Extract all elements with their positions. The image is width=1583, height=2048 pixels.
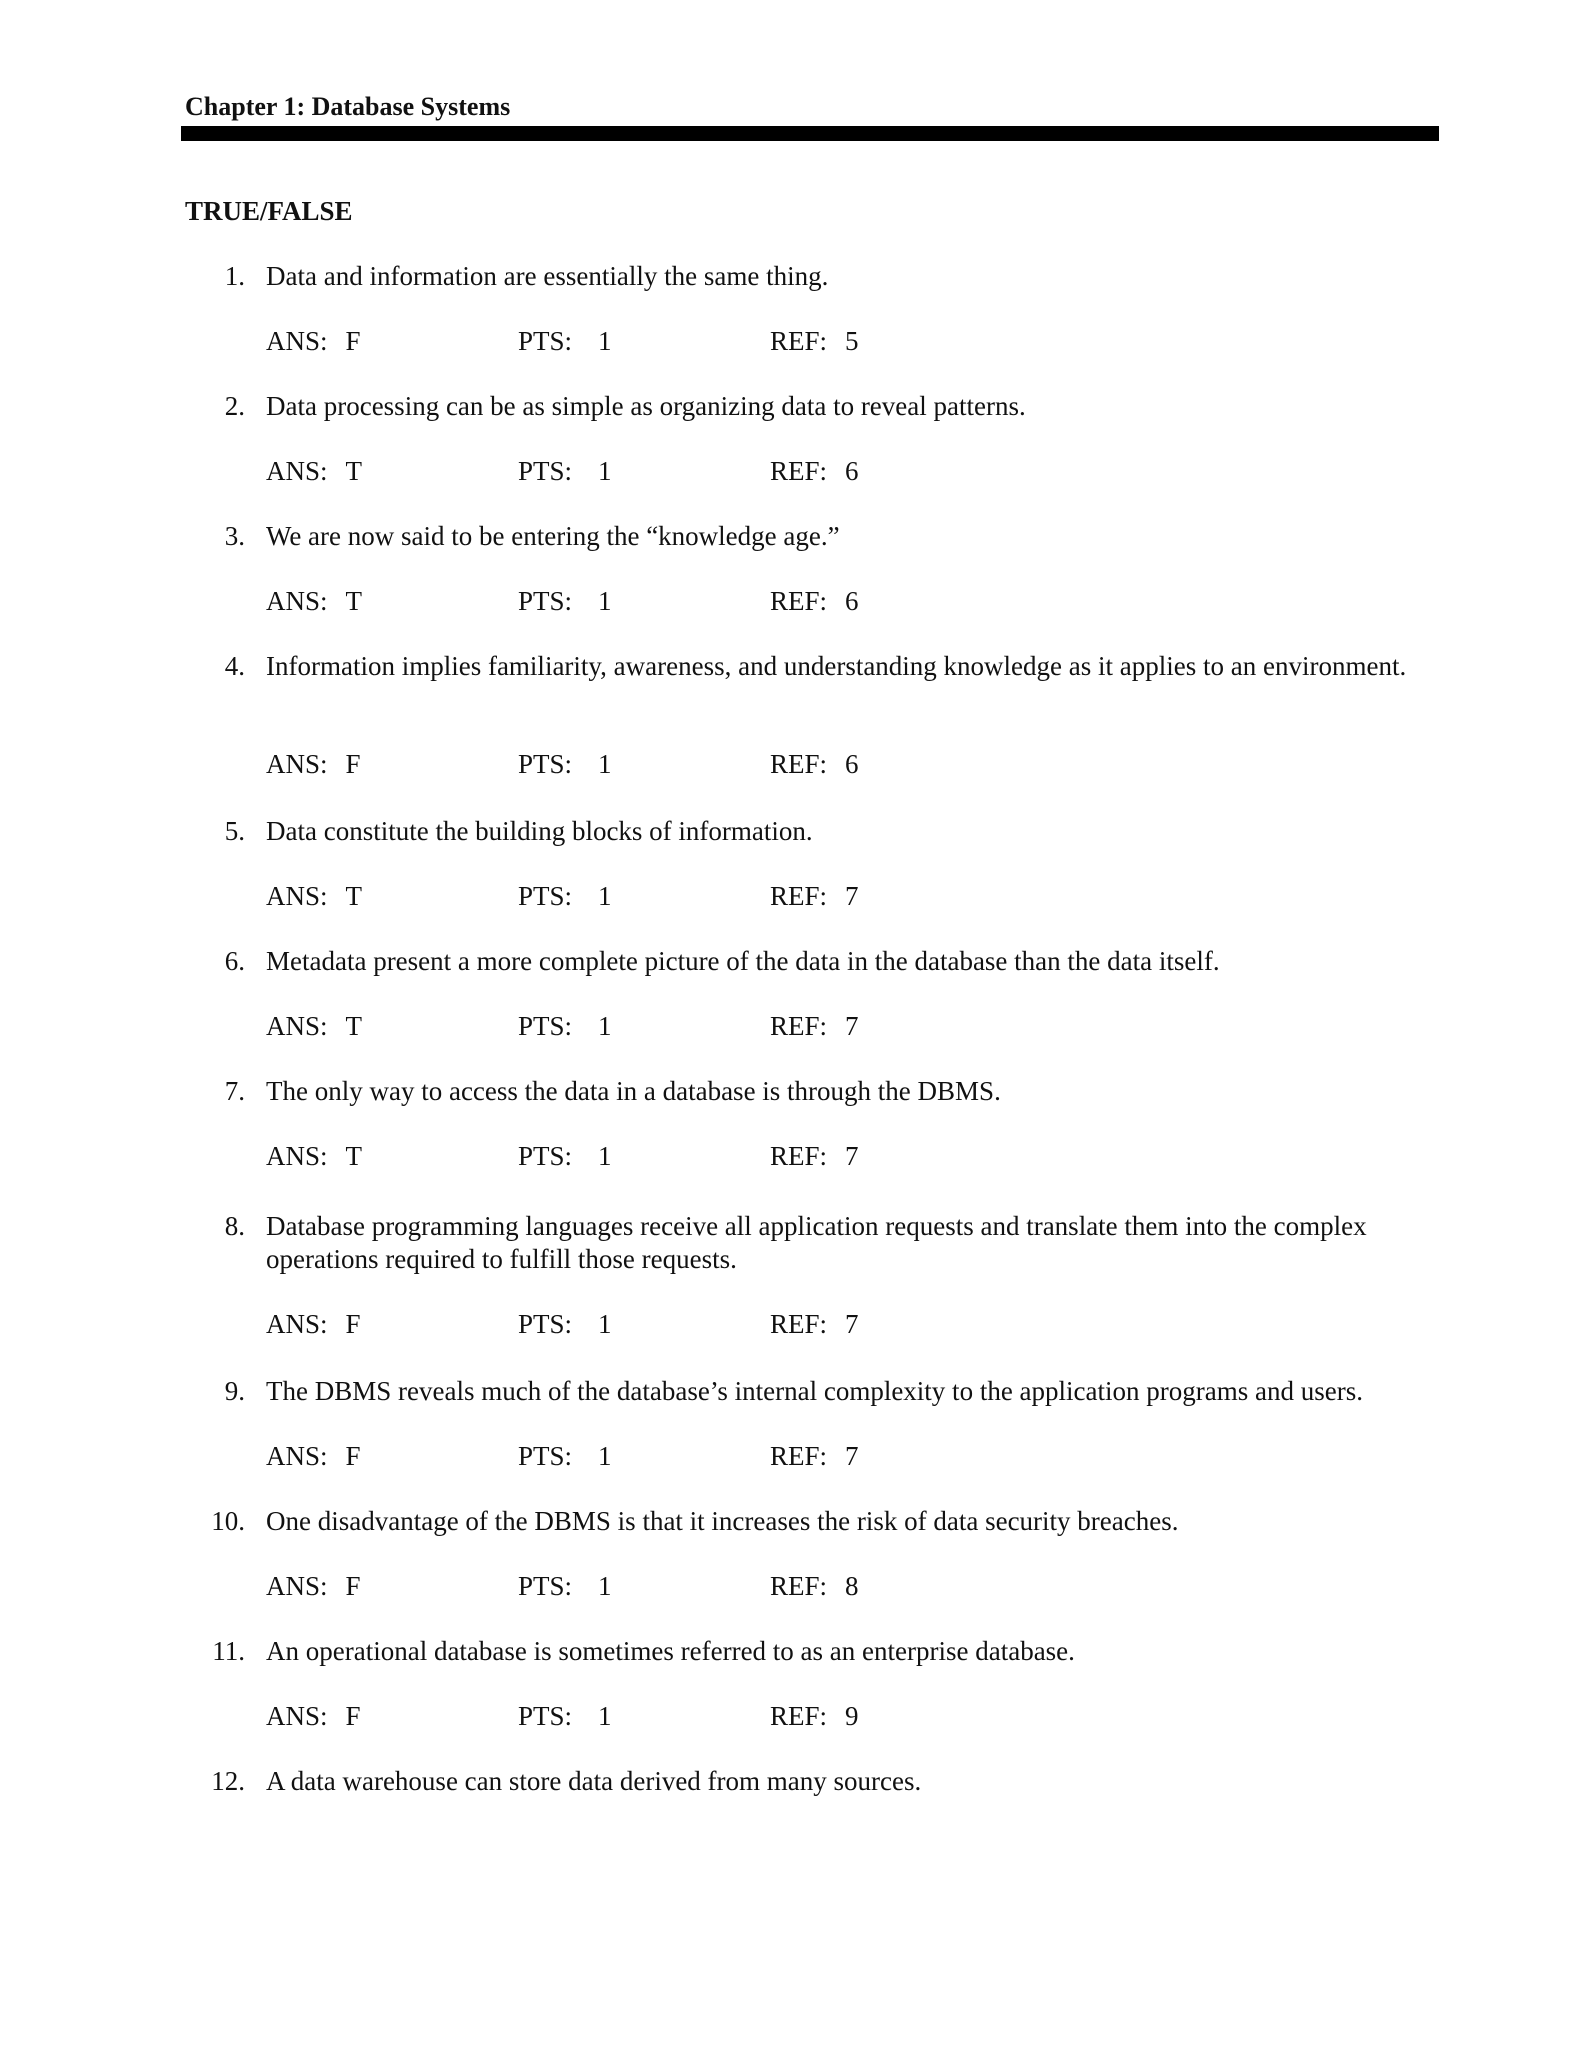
points-line (518, 455, 612, 488)
answer-line (266, 325, 361, 358)
ref-value: 8 (845, 1571, 859, 1601)
question-number: 3. (224, 521, 245, 551)
pts-value: 1 (598, 456, 612, 486)
section-title: TRUE/FALSE (185, 196, 353, 226)
question-number: 12. (211, 1766, 245, 1796)
pts-value: 1 (598, 586, 612, 616)
pts-label: PTS: (518, 326, 573, 356)
pts-label: PTS: (518, 749, 573, 779)
pts-label: PTS: (518, 1309, 573, 1339)
question-text: Data processing can be as simple as organizing data to reveal patterns. (266, 391, 1026, 421)
reference-line (770, 1010, 859, 1043)
ans-label: ANS: (266, 1441, 328, 1471)
ans-label: ANS: (266, 1141, 328, 1171)
ans-label: ANS: (266, 456, 328, 486)
reference-line (770, 1440, 859, 1473)
pts-value: 1 (598, 881, 612, 911)
question-text: The only way to access the data in a database is through the DBMS. (266, 1076, 1001, 1106)
ans-label: ANS: (266, 881, 328, 911)
question-text: The DBMS reveals much of the database’s internal complexity to the application programs and users. (266, 1376, 1363, 1406)
ans-label: ANS: (266, 586, 328, 616)
ref-label: REF: (770, 326, 828, 356)
points-line (518, 1570, 612, 1603)
pts-label: PTS: (518, 1141, 573, 1171)
question-text: Data constitute the building blocks of information. (266, 816, 813, 846)
question-text: Information implies familiarity, awareness, and understanding knowledge as it applies to an environment. (266, 651, 1407, 681)
question-number: 8. (224, 1211, 245, 1241)
reference-line (770, 1140, 859, 1173)
reference-line (770, 585, 859, 618)
question-number: 4. (224, 651, 245, 681)
pts-label: PTS: (518, 586, 573, 616)
ans-value: T (345, 586, 363, 616)
ref-label: REF: (770, 1011, 828, 1041)
ans-value: T (345, 1141, 363, 1171)
ref-value: 7 (845, 1441, 859, 1471)
question-text: We are now said to be entering the “knowledge age.” (266, 521, 840, 551)
pts-value: 1 (598, 1011, 612, 1041)
reference-line (770, 880, 859, 913)
points-line (518, 880, 612, 913)
question-number: 2. (224, 391, 245, 421)
points-line (518, 325, 612, 358)
question-text: Metadata present a more complete picture of the data in the database than the data itself. (266, 946, 1220, 976)
points-line (518, 1308, 612, 1341)
ref-label: REF: (770, 1701, 828, 1731)
ans-value: F (345, 1309, 361, 1339)
ref-label: REF: (770, 881, 828, 911)
ans-label: ANS: (266, 1011, 328, 1041)
ans-value: F (345, 326, 361, 356)
answer-line (266, 1010, 362, 1043)
question-number: 10. (211, 1506, 245, 1536)
question-text: Data and information are essentially the same thing. (266, 261, 829, 291)
ans-value: T (345, 881, 363, 911)
ans-label: ANS: (266, 1701, 328, 1731)
ans-value: F (345, 1701, 361, 1731)
question-text: An operational database is sometimes referred to as an enterprise database. (266, 1636, 1075, 1666)
question-number: 6. (224, 946, 245, 976)
reference-line (770, 325, 859, 358)
question-text: A data warehouse can store data derived from many sources. (266, 1766, 922, 1796)
ans-label: ANS: (266, 1309, 328, 1339)
ref-value: 9 (845, 1701, 859, 1731)
pts-value: 1 (598, 749, 612, 779)
points-line (518, 1140, 612, 1173)
ref-value: 7 (845, 1141, 859, 1171)
ans-value: F (345, 1441, 361, 1471)
ref-value: 6 (845, 749, 859, 779)
pts-label: PTS: (518, 1571, 573, 1601)
ref-value: 6 (845, 586, 859, 616)
points-line (518, 585, 612, 618)
question-text: Database programming languages receive all application requests and translate them into the complex operations required to fulfill those requests. (266, 1211, 1367, 1274)
ref-value: 5 (845, 326, 859, 356)
points-line (518, 1010, 612, 1043)
pts-value: 1 (598, 1309, 612, 1339)
question-number: 9. (224, 1376, 245, 1406)
points-line (518, 1440, 612, 1473)
ref-label: REF: (770, 1441, 828, 1471)
answer-line (266, 585, 362, 618)
ref-label: REF: (770, 1571, 828, 1601)
ref-value: 7 (845, 1011, 859, 1041)
ans-label: ANS: (266, 326, 328, 356)
pts-label: PTS: (518, 1701, 573, 1731)
ans-value: F (345, 1571, 361, 1601)
answer-line (266, 880, 362, 913)
pts-value: 1 (598, 1701, 612, 1731)
ref-label: REF: (770, 749, 828, 779)
ref-value: 7 (845, 881, 859, 911)
ref-label: REF: (770, 586, 828, 616)
ans-value: T (345, 456, 363, 486)
pts-label: PTS: (518, 881, 573, 911)
pts-value: 1 (598, 1141, 612, 1171)
ans-label: ANS: (266, 749, 328, 779)
answer-line (266, 748, 361, 781)
reference-line (770, 1700, 859, 1733)
reference-line (770, 748, 859, 781)
chapter-title: Chapter 1: Database Systems (185, 92, 511, 121)
ans-value: F (345, 749, 361, 779)
question-number: 7. (224, 1076, 245, 1106)
ans-label: ANS: (266, 1571, 328, 1601)
answer-line (266, 1570, 361, 1603)
pts-label: PTS: (518, 1011, 573, 1041)
reference-line (770, 455, 859, 488)
reference-line (770, 1308, 859, 1341)
answer-line (266, 1140, 362, 1173)
ref-label: REF: (770, 456, 828, 486)
points-line (518, 748, 612, 781)
pts-label: PTS: (518, 1441, 573, 1471)
ref-value: 7 (845, 1309, 859, 1339)
answer-line (266, 455, 362, 488)
ref-label: REF: (770, 1141, 828, 1171)
question-number: 5. (224, 816, 245, 846)
pts-value: 1 (598, 1571, 612, 1601)
question-number: 11. (212, 1636, 245, 1666)
question-number: 1. (224, 261, 245, 291)
pts-value: 1 (598, 1441, 612, 1471)
pts-value: 1 (598, 326, 612, 356)
points-line (518, 1700, 612, 1733)
answer-line (266, 1308, 361, 1341)
pts-label: PTS: (518, 456, 573, 486)
reference-line (770, 1570, 859, 1603)
answer-line (266, 1700, 361, 1733)
answer-line (266, 1440, 361, 1473)
question-text: One disadvantage of the DBMS is that it increases the risk of data security breaches. (266, 1506, 1179, 1536)
ref-value: 6 (845, 456, 859, 486)
ref-label: REF: (770, 1309, 828, 1339)
ans-value: T (345, 1011, 363, 1041)
